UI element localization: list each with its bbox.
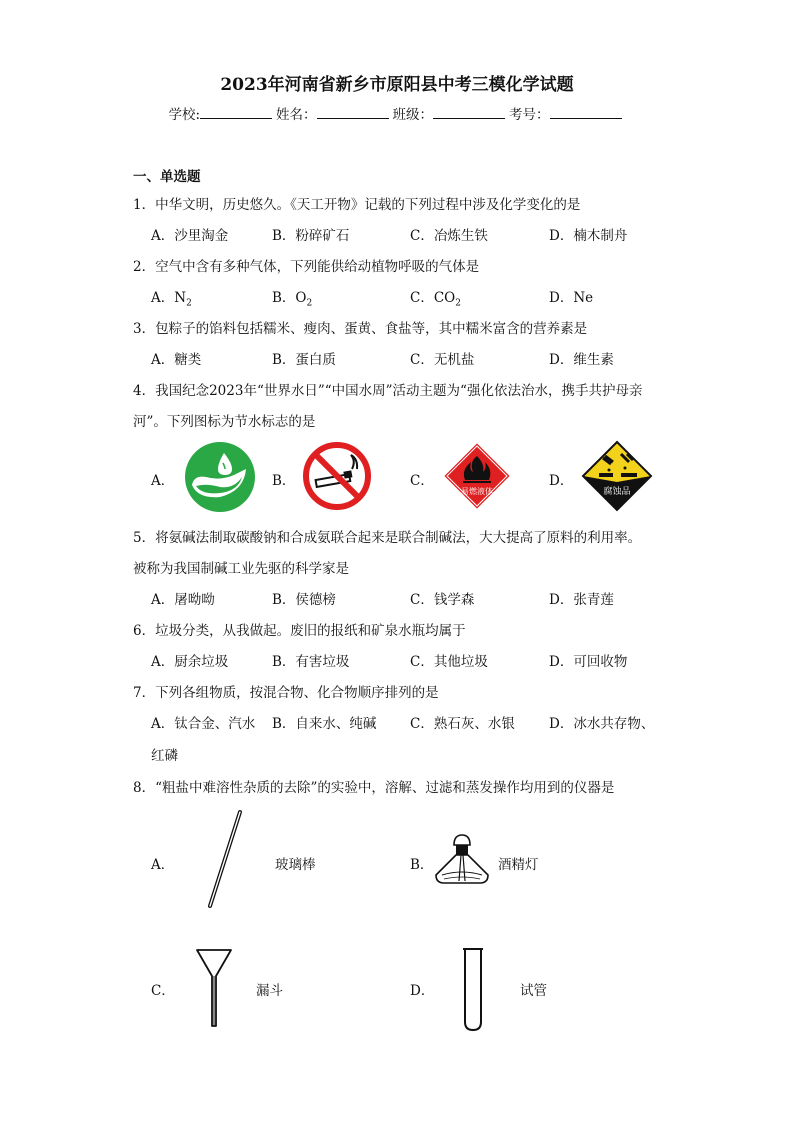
q1-option-a[interactable]: A．沙里淘金 (151, 228, 229, 244)
q1-option-b[interactable]: B．粉碎矿石 (272, 228, 350, 244)
q2-option-b[interactable]: B．$O_2$ (272, 290, 313, 309)
school-label: 学校: (168, 107, 201, 123)
q7-option-d-continuation: 红磷 (151, 748, 178, 764)
question-1-stem: 1．中华文明，历史悠久。《天工开物》记载的下列过程中涉及化学变化的是 (133, 197, 581, 213)
q6-option-d[interactable]: D．可回收物 (549, 654, 628, 670)
name-label: 姓名： (276, 107, 317, 123)
number-label: 考号： (509, 107, 550, 123)
section-heading: 一、单选题 (133, 169, 201, 185)
water-saving-icon (184, 441, 256, 513)
question-4-stem-line1: 4．我国纪念2023年“世界水日”“中国水周”活动主题为“强化依法治水，携手共护母亲 (133, 383, 643, 399)
page-title: 2023年河南省新乡市原阳县中考三模化学试题 (220, 75, 574, 95)
q7-option-c[interactable]: C．熟石灰、水银 (410, 716, 515, 732)
q6-option-a[interactable]: A．厨余垃圾 (151, 654, 229, 670)
q8-option-d[interactable]: D． (410, 983, 435, 999)
q8-label-a: 玻璃棒 (275, 857, 316, 873)
corrosive-icon (581, 440, 653, 512)
question-6-stem: 6．垃圾分类，从我做起。废旧的报纸和矿泉水瓶均属于 (133, 623, 466, 639)
q6-option-b[interactable]: B．有害垃圾 (272, 654, 350, 670)
question-2-stem: 2．空气中含有多种气体，下列能供给动植物呼吸的气体是 (133, 259, 480, 275)
q8-label-b: 酒精灯 (498, 857, 539, 873)
q7-option-a[interactable]: A．钛合金、汽水 (151, 716, 256, 732)
question-7-stem: 7．下列各组物质，按混合物、化合物顺序排列的是 (133, 685, 439, 701)
class-blank[interactable] (433, 106, 505, 119)
q6-option-c[interactable]: C．其他垃圾 (410, 654, 488, 670)
question-5-stem-line1: 5．将氨碱法制取碳酸钠和合成氨联合起来是联合制碱法，大大提高了原料的利用率。 (133, 530, 642, 546)
q4-option-d[interactable]: D． (549, 473, 574, 489)
school-blank[interactable] (200, 106, 272, 119)
q8-option-c[interactable]: C． (151, 983, 175, 999)
flammable-liquid-label: 易燃液体 (461, 487, 493, 496)
funnel-icon (194, 946, 234, 1030)
q8-option-b[interactable]: B． (410, 857, 434, 873)
class-label: 班级： (392, 107, 434, 123)
q7-option-d[interactable]: D．冰水共存物、 (549, 716, 655, 732)
q4-option-a[interactable]: A． (151, 473, 175, 489)
q2-option-d[interactable]: D．Ne (549, 290, 594, 306)
q5-option-c[interactable]: C．钱学森 (410, 592, 475, 608)
student-info (0, 103, 794, 123)
q8-option-a[interactable]: A． (151, 857, 175, 873)
name-blank[interactable] (317, 106, 389, 119)
q3-option-d[interactable]: D．维生素 (549, 352, 614, 368)
question-3-stem: 3．包粽子的馅料包括糯米、瘦肉、蛋黄、食盐等，其中糯米富含的营养素是 (133, 321, 588, 337)
q2-option-a[interactable]: A．$N_2$ (151, 290, 192, 309)
no-smoking-icon (302, 441, 372, 511)
q5-option-d[interactable]: D．张青莲 (549, 592, 614, 608)
q1-option-d[interactable]: D．楠木制舟 (549, 228, 628, 244)
alcohol-lamp-icon (432, 831, 492, 891)
number-blank[interactable] (550, 106, 622, 119)
q8-label-d: 试管 (520, 983, 547, 999)
question-4-stem-line2: 河”。下列图标为节水标志的是 (133, 414, 316, 430)
test-tube-icon (460, 946, 486, 1034)
q1-option-c[interactable]: C．冶炼生铁 (410, 228, 488, 244)
q7-option-b[interactable]: B．自来水、纯碱 (272, 716, 377, 732)
corrosive-label: 腐蚀品 (603, 487, 631, 497)
q3-option-b[interactable]: B．蛋白质 (272, 352, 336, 368)
q3-option-c[interactable]: C．无机盐 (410, 352, 475, 368)
question-5-stem-line2: 被称为我国制碱工业先驱的科学家是 (133, 561, 349, 577)
q4-option-c[interactable]: C． (410, 473, 434, 489)
q5-option-a[interactable]: A．屠呦呦 (151, 592, 215, 608)
q4-option-b[interactable]: B． (272, 473, 296, 489)
q8-label-c: 漏斗 (256, 983, 283, 999)
q5-option-b[interactable]: B．侯德榜 (272, 592, 336, 608)
q2-option-c[interactable]: C．$CO_2$ (410, 290, 461, 309)
q3-option-a[interactable]: A．糖类 (151, 352, 202, 368)
flammable-liquid-icon (441, 440, 513, 512)
question-8-stem: 8．“粗盐中难溶性杂质的去除”的实验中，溶解、过滤和蒸发操作均用到的仪器是 (133, 780, 615, 796)
glass-rod-icon (200, 808, 248, 912)
